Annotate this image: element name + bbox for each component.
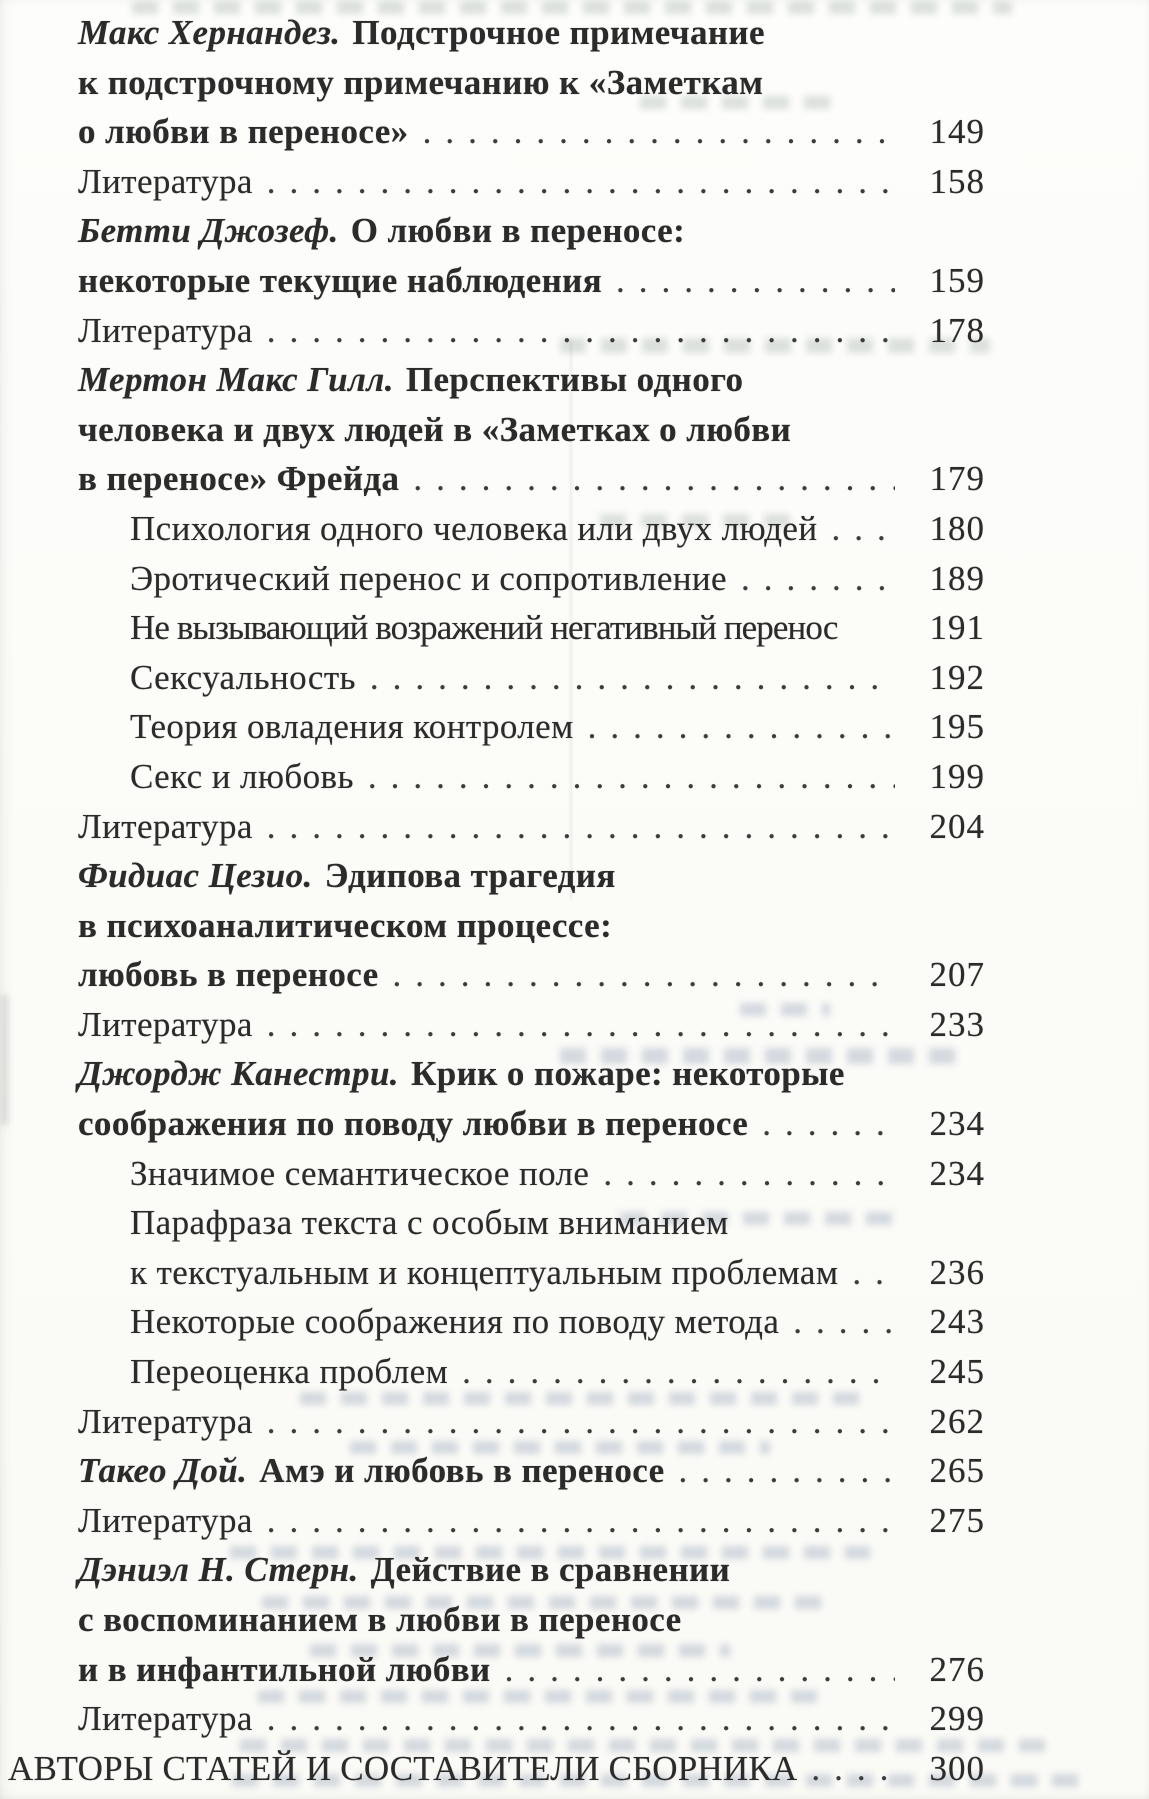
page-number: 300 <box>929 1748 985 1788</box>
toc-line <box>78 1198 985 1248</box>
toc-line <box>78 1397 985 1447</box>
toc-text: Литература <box>78 806 253 846</box>
dot-leader <box>253 306 895 356</box>
toc-author: Бетти Джозеф. <box>78 211 339 251</box>
toc-text: Теория овладения контролем <box>130 707 574 747</box>
toc-line <box>78 752 985 802</box>
dot-leader <box>354 752 895 802</box>
page-number: 262 <box>929 1401 985 1441</box>
dot-leader <box>797 1744 895 1794</box>
toc-line <box>78 1248 985 1298</box>
dot-leader <box>253 1496 895 1546</box>
toc-text: Действие в сравнении <box>370 1550 731 1590</box>
toc-line <box>78 1595 985 1645</box>
page-number: 178 <box>929 310 985 350</box>
toc-text: Литература <box>78 1401 253 1441</box>
toc-line <box>78 702 985 752</box>
toc-text: Некоторые соображения по поводу метода <box>130 1302 780 1342</box>
toc-line <box>78 603 985 653</box>
toc-text: к текстуальным и концептуальным проблемам <box>130 1252 839 1292</box>
dot-leader <box>491 1645 895 1695</box>
toc-line <box>78 1099 985 1149</box>
toc-line <box>78 256 985 306</box>
toc-line <box>78 1000 985 1050</box>
toc-text: Парафраза текста с особым вниманием <box>130 1203 729 1243</box>
toc-text: Переоценка проблем <box>130 1352 449 1392</box>
page-number: 195 <box>929 707 985 747</box>
toc-text: Эротический перенос и сопротивление <box>130 558 727 598</box>
toc-text: Литература <box>78 1004 253 1044</box>
page-number: 207 <box>929 955 985 995</box>
toc-author: Мертон Макс Гилл. <box>78 360 394 400</box>
dot-leader <box>379 950 895 1000</box>
toc-text: Значимое семантическое поле <box>130 1153 590 1193</box>
toc-text: Крик о пожаре: некоторые <box>410 1054 845 1094</box>
page-number: 236 <box>929 1252 985 1292</box>
toc-line <box>78 1049 985 1099</box>
page-number: 180 <box>929 508 985 548</box>
dot-leader <box>665 1446 895 1496</box>
dot-leader <box>838 1248 895 1298</box>
toc-text: и в инфантильной любви <box>78 1649 491 1689</box>
toc-text: о любви в переносе» <box>78 112 409 152</box>
toc-line-authors-section <box>8 1744 985 1794</box>
toc-text: некоторые текущие наблюдения <box>78 260 603 300</box>
toc-text: соображения по поводу любви в переносе <box>78 1104 749 1144</box>
dot-leader <box>253 1000 895 1050</box>
toc-author: Фидиас Цезио. <box>78 856 313 896</box>
page-number: 179 <box>929 459 985 499</box>
toc-line <box>78 58 985 108</box>
dot-leader <box>253 802 895 852</box>
dot-leader <box>253 1397 895 1447</box>
toc-line <box>78 1694 985 1744</box>
page-number: 234 <box>929 1104 985 1144</box>
dot-leader <box>399 454 895 504</box>
dot-leader <box>748 1099 895 1149</box>
page-number: 149 <box>929 112 985 152</box>
toc-text: Литература <box>78 1500 253 1540</box>
toc-line <box>78 8 985 58</box>
dot-leader <box>356 653 895 703</box>
dot-leader <box>253 157 895 207</box>
scan-edge-smudge <box>0 995 9 1125</box>
toc-author: Дэниэл Н. Стерн. <box>78 1550 359 1590</box>
toc-line <box>78 851 985 901</box>
toc-line <box>78 405 985 455</box>
toc-list <box>8 8 985 1793</box>
toc-line <box>78 1545 985 1595</box>
toc-text: Подстрочное примечание <box>352 13 765 52</box>
toc-text: Литература <box>78 161 253 201</box>
toc-text: человека и двух людей в «Заметках о любви <box>78 409 792 449</box>
toc-line <box>78 1297 985 1347</box>
toc-text: АВТОРЫ СТАТЕЙ И СОСТАВИТЕЛИ СБОРНИКА <box>8 1748 798 1788</box>
page-number: 243 <box>929 1302 985 1342</box>
page-number: 276 <box>929 1649 985 1689</box>
toc-line <box>78 1645 985 1695</box>
page-number: 191 <box>929 608 985 648</box>
toc-text: Амэ и любовь в переносе <box>259 1451 665 1491</box>
toc-line <box>78 1446 985 1496</box>
page-number: 159 <box>929 260 985 300</box>
dot-leader <box>589 1149 895 1199</box>
toc-text: Литература <box>78 310 253 350</box>
dot-leader <box>837 603 895 653</box>
dot-leader <box>602 256 895 306</box>
toc-line <box>78 206 985 256</box>
toc-line <box>78 554 985 604</box>
toc-text: с воспоминанием в любви в переносе <box>78 1600 682 1639</box>
toc-text: Эдипова трагедия <box>324 856 616 896</box>
toc-author: Джордж Канестри. <box>78 1054 399 1094</box>
toc-line <box>78 1496 985 1546</box>
toc-line <box>78 1347 985 1397</box>
toc-line <box>78 802 985 852</box>
page-number: 189 <box>929 558 985 598</box>
toc-line <box>78 1149 985 1199</box>
toc-text: в психоаналитическом процессе: <box>78 905 613 945</box>
toc-text: к подстрочному примечанию к «Заметкам <box>78 62 764 102</box>
toc-line <box>78 950 985 1000</box>
toc-line <box>78 306 985 356</box>
page-number: 233 <box>929 1004 985 1044</box>
toc-text: Психология одного человека или двух людей <box>130 508 818 548</box>
dot-leader <box>818 504 895 554</box>
page-number: 158 <box>929 161 985 201</box>
toc-text: Сексуальность <box>130 657 356 697</box>
toc-text: Литература <box>78 1699 253 1739</box>
page-number: 245 <box>929 1352 985 1392</box>
page-number: 275 <box>929 1500 985 1540</box>
dot-leader <box>727 554 895 604</box>
dot-leader <box>253 1694 895 1744</box>
toc-line <box>78 107 985 157</box>
toc-text: Не вызывающий возражений негативный перенос <box>130 608 838 648</box>
toc-text: Перспективы одного <box>405 360 744 400</box>
toc-text: О любви в переносе: <box>350 211 686 251</box>
dot-leader <box>409 107 895 157</box>
page-number: 234 <box>929 1153 985 1193</box>
page-number: 204 <box>929 806 985 846</box>
toc-text: Секс и любовь <box>130 756 354 796</box>
toc-line <box>78 901 985 951</box>
toc-line <box>78 454 985 504</box>
page-number: 265 <box>929 1451 985 1491</box>
toc-text: в переносе» Фрейда <box>78 459 400 499</box>
dot-leader <box>448 1347 895 1397</box>
page-number: 299 <box>929 1699 985 1739</box>
toc-author: Макс Хернандез. <box>78 13 341 52</box>
toc-author: Такео Дой. <box>78 1451 248 1491</box>
toc-line <box>78 157 985 207</box>
page-number: 192 <box>929 657 985 697</box>
page-number: 199 <box>929 756 985 796</box>
dot-leader <box>779 1297 895 1347</box>
dot-leader <box>574 702 895 752</box>
toc-line <box>78 504 985 554</box>
toc-line <box>78 653 985 703</box>
toc-line <box>78 355 985 405</box>
toc-text: любовь в переносе <box>78 955 379 995</box>
